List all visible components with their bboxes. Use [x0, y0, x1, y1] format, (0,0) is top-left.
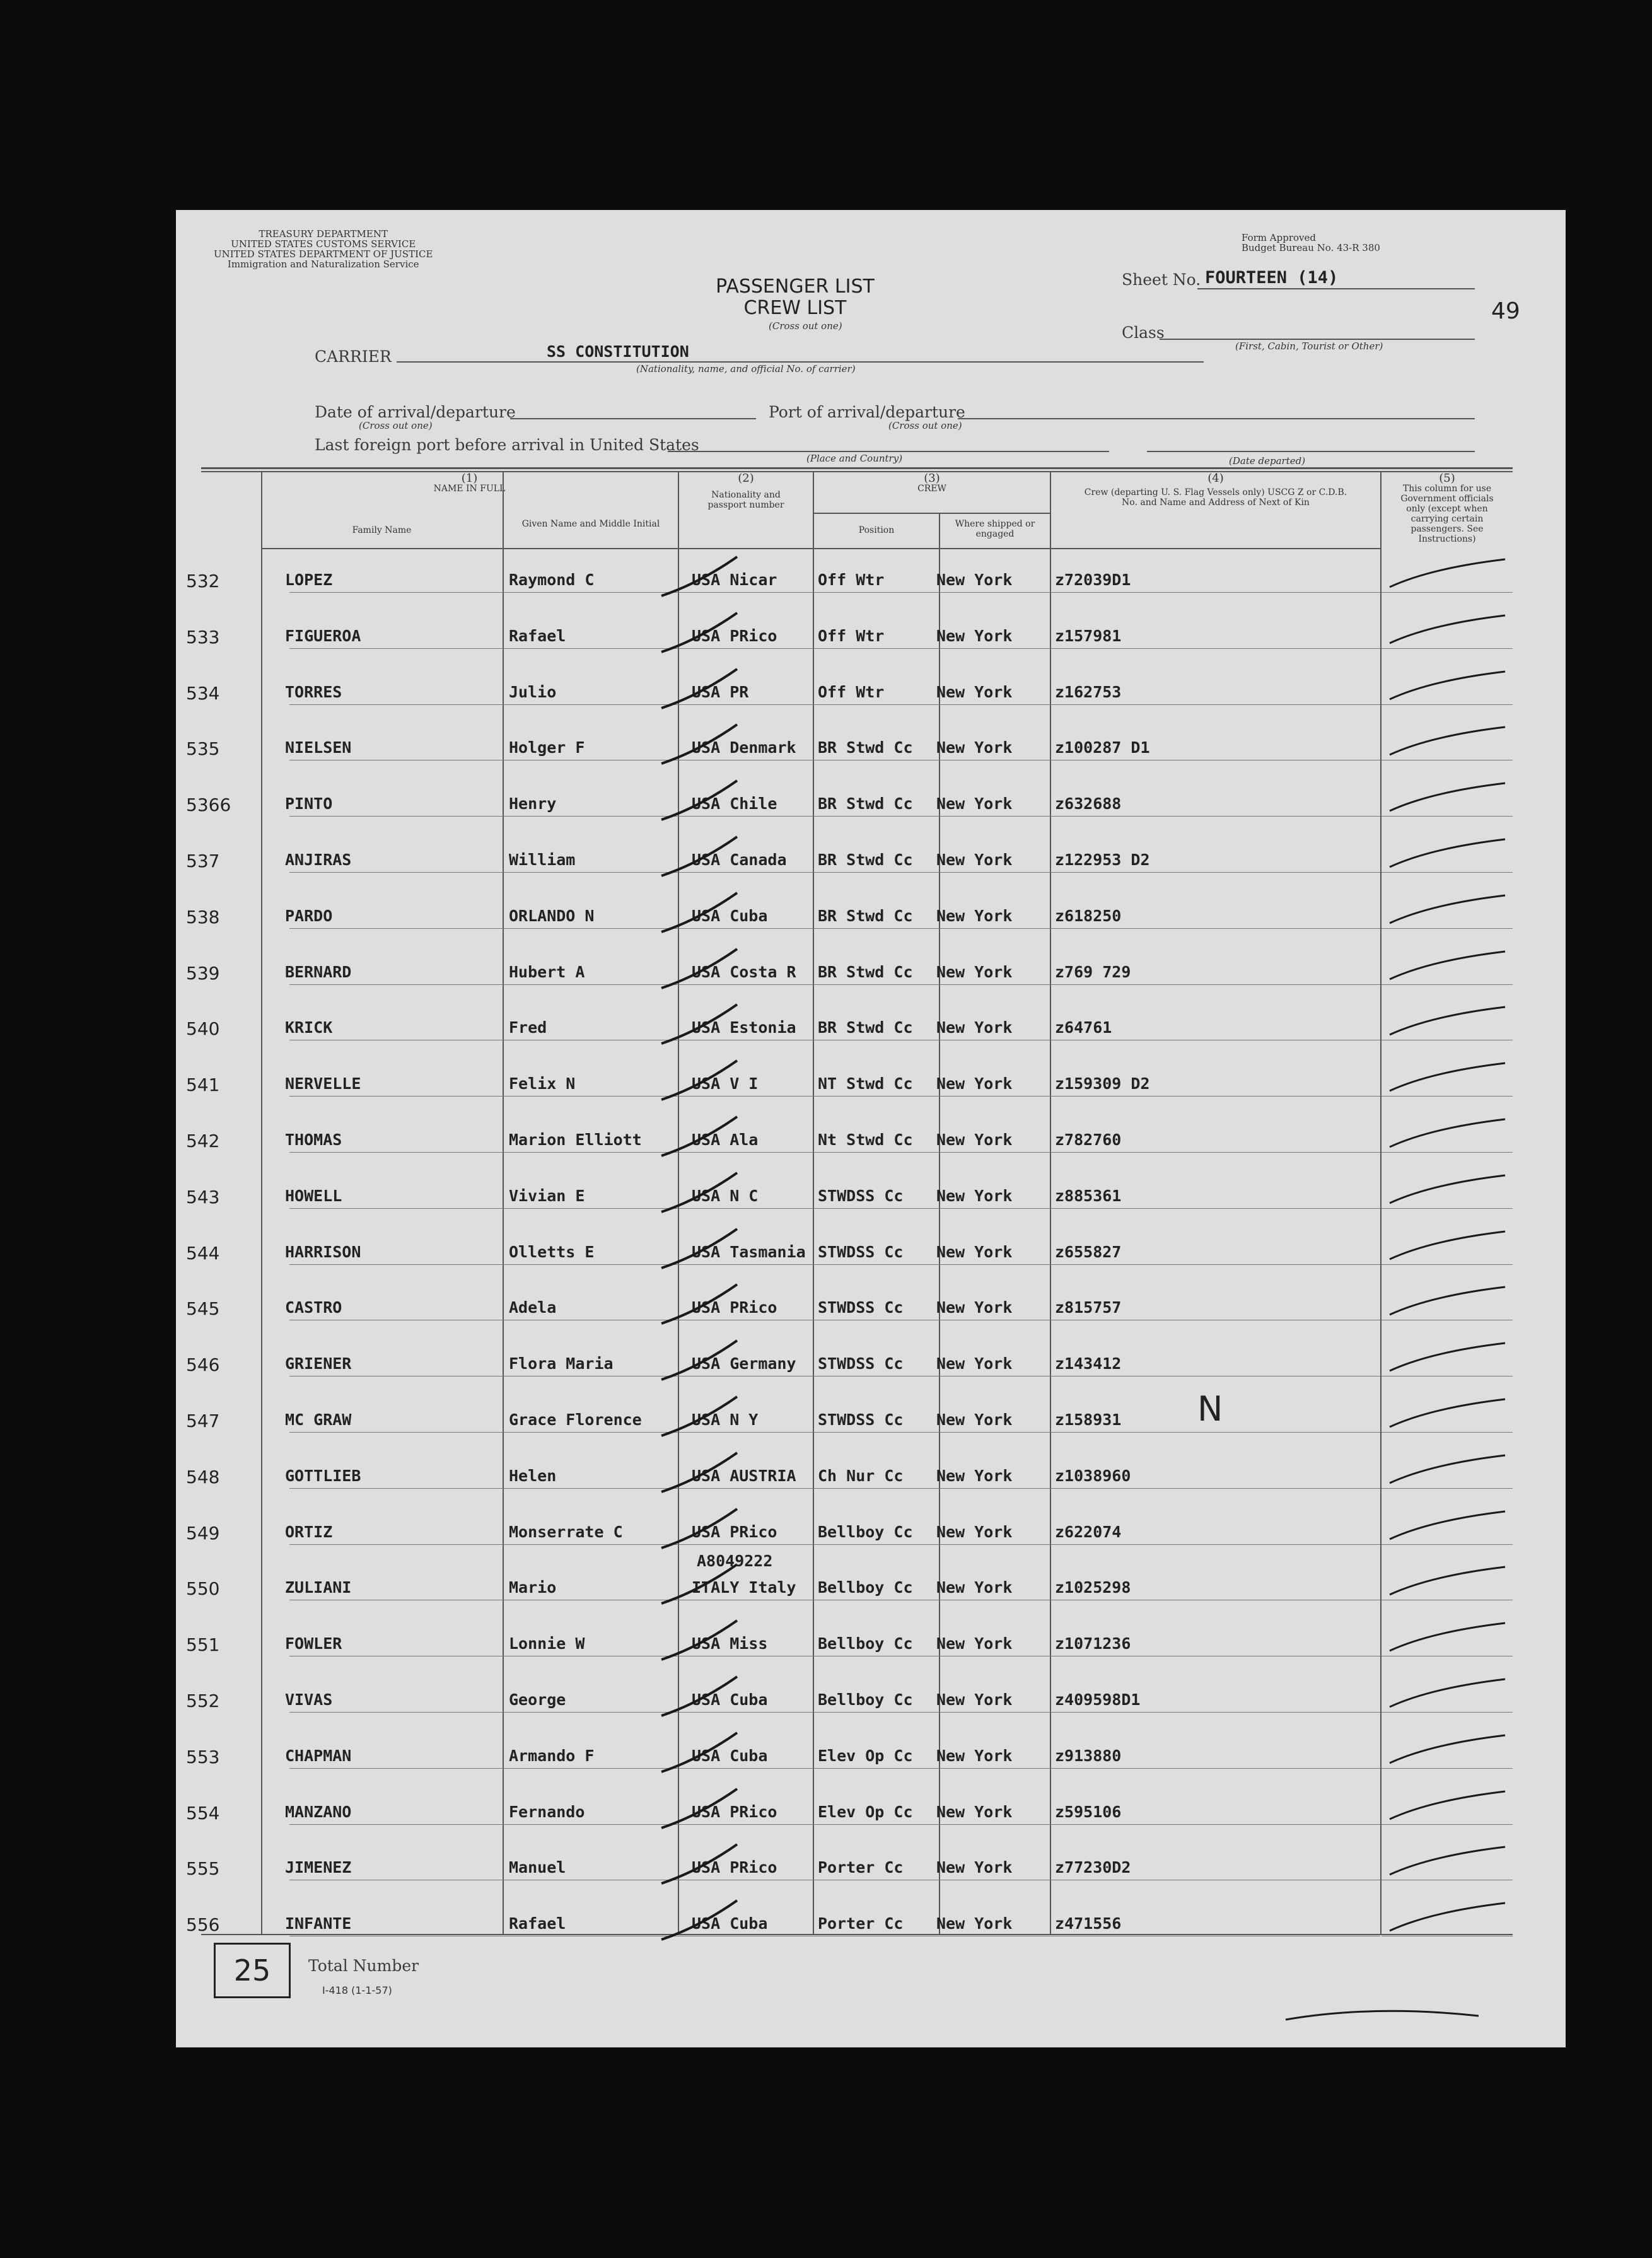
col-title: Nationality and passport number: [707, 490, 784, 510]
cell-num: 546: [186, 1354, 220, 1375]
carrier-value: SS CONSTITUTION: [547, 342, 689, 361]
cell-where: New York: [936, 1298, 1013, 1317]
cell-nat: USA Germany: [692, 1354, 796, 1373]
strike-mark: [661, 1509, 737, 1548]
check-mark: [1390, 895, 1505, 923]
col-number: (4): [1207, 472, 1224, 485]
col-family-header: Family Name: [352, 525, 412, 535]
date-departed-hint: (Date departed): [1229, 455, 1306, 467]
cell-pos: STWDSS Cc: [818, 1187, 904, 1205]
dept-line: TREASURY DEPARTMENT: [259, 228, 388, 240]
cell-nat: USA Cuba: [692, 1691, 768, 1709]
cell-nat: USA V I: [692, 1074, 759, 1093]
cell-pos: Bellboy Cc: [818, 1578, 913, 1597]
date-label: Date of arrival/departure: [315, 403, 516, 421]
cell-num: 539: [186, 963, 220, 984]
cell-where: New York: [936, 1858, 1013, 1877]
cell-where: New York: [936, 1523, 1013, 1541]
cell-pos: STWDSS Cc: [818, 1354, 904, 1373]
cell-family: NERVELLE: [285, 1074, 361, 1093]
check-mark: [1390, 1343, 1505, 1371]
cell-pos: Bellboy Cc: [818, 1523, 913, 1541]
cell-given: Marion Elliott: [509, 1131, 642, 1149]
cell-given: Adela: [509, 1298, 557, 1317]
cell-z: z64761: [1055, 1018, 1112, 1037]
col-given-header: Given Name and Middle Initial: [521, 519, 660, 529]
cell-given: Henry: [509, 794, 557, 813]
check-mark: [1390, 952, 1505, 979]
cell-pos: Porter Cc: [818, 1914, 904, 1933]
strike-mark: [661, 1453, 737, 1492]
cell-z: z1071236: [1055, 1634, 1131, 1653]
cell-nat: USA Canada: [692, 851, 787, 869]
cell-num: 5366: [186, 794, 231, 815]
cell-nat: USA PRico: [692, 1523, 777, 1541]
cell-pos: BR Stwd Cc: [818, 1018, 913, 1037]
class-label: Class: [1122, 323, 1165, 342]
cell-num: 543: [186, 1187, 220, 1208]
cell-given: Fred: [509, 1018, 547, 1037]
cell-pos: Off Wtr: [818, 683, 885, 701]
cell-z: z622074: [1055, 1523, 1122, 1541]
cell-z: z1025298: [1055, 1578, 1131, 1597]
date-cross: (Cross out one): [359, 420, 433, 431]
strike-mark: [661, 613, 737, 652]
cell-where: New York: [936, 1074, 1013, 1093]
cell-given: ORLANDO N: [509, 907, 595, 925]
cell-family: GOTTLIEB: [285, 1467, 361, 1485]
strike-mark: [661, 1004, 737, 1044]
title-passenger-list: PASSENGER LIST: [716, 276, 875, 298]
cell-num: 537: [186, 851, 220, 871]
col-number: (2): [738, 472, 754, 485]
cell-z: z162753: [1055, 683, 1122, 701]
strike-mark: [661, 1284, 737, 1324]
check-mark: [1390, 1175, 1505, 1203]
cell-family: KRICK: [285, 1018, 333, 1037]
cell-pos: BR Stwd Cc: [818, 794, 913, 813]
cell-z: z632688: [1055, 794, 1122, 813]
cell-where: New York: [936, 1803, 1013, 1821]
cell-family: BERNARD: [285, 963, 352, 981]
cell-where: New York: [936, 963, 1013, 981]
col-number: (3): [924, 472, 940, 485]
cell-given: Holger F: [509, 738, 585, 757]
strike-mark: [661, 1397, 737, 1436]
col-title: This column for use Government officials only (except when carrying certain passengers. See Instructions): [1400, 484, 1494, 544]
cell-nat: USA PRico: [692, 627, 777, 645]
cell-pos: Off Wtr: [818, 571, 885, 589]
cell-family: VIVAS: [285, 1691, 333, 1709]
cell-pos: Off Wtr: [818, 627, 885, 645]
cell-z: z815757: [1055, 1298, 1122, 1317]
cell-family: CASTRO: [285, 1298, 342, 1317]
strike-mark: [661, 669, 737, 708]
check-mark: [1390, 1063, 1505, 1091]
cell-given: Rafael: [509, 1914, 566, 1933]
strike-mark: [661, 1061, 737, 1100]
form-number: I-418 (1-1-57): [322, 1984, 392, 1996]
check-mark: [1390, 615, 1505, 643]
cell-num: 551: [186, 1634, 220, 1655]
cell-given: Lonnie W: [509, 1634, 585, 1653]
cell-pos: Elev Op Cc: [818, 1747, 913, 1765]
check-mark: [1390, 1735, 1505, 1763]
cell-num: 548: [186, 1467, 220, 1487]
cell-where: New York: [936, 1467, 1013, 1485]
cell-num: 535: [186, 738, 220, 759]
cell-pos: BR Stwd Cc: [818, 851, 913, 869]
check-mark: [1390, 1119, 1505, 1147]
page-number: 49: [1491, 298, 1520, 324]
cell-where: New York: [936, 1131, 1013, 1149]
cell-z: z157981: [1055, 627, 1122, 645]
place-hint: (Place and Country): [806, 453, 903, 464]
title-crew-list: CREW LIST: [743, 297, 847, 319]
cell-nat: USA AUSTRIA: [692, 1467, 796, 1485]
carrier-label: CARRIER: [315, 347, 392, 366]
cell-nat: USA Tasmania: [692, 1243, 806, 1261]
cell-family: TORRES: [285, 683, 342, 701]
strike-mark: [661, 725, 737, 764]
cell-where: New York: [936, 1634, 1013, 1653]
cell-z: z100287 D1: [1055, 738, 1150, 757]
cell-pos: BR Stwd Cc: [818, 907, 913, 925]
cell-pos: Elev Op Cc: [818, 1803, 913, 1821]
cell-nat: USA Denmark: [692, 738, 796, 757]
cell-family: FOWLER: [285, 1634, 342, 1653]
cell-given: Helen: [509, 1467, 557, 1485]
cell-where: New York: [936, 1354, 1013, 1373]
cell-nat: USA N Y: [692, 1411, 759, 1429]
cell-nat: USA N C: [692, 1187, 759, 1205]
strike-mark: [661, 1117, 737, 1156]
cell-where: New York: [936, 1411, 1013, 1429]
check-mark: [1390, 1791, 1505, 1819]
cell-family: MC GRAW: [285, 1411, 352, 1429]
cell-where: New York: [936, 1578, 1013, 1597]
last-port-label: Last foreign port before arrival in United States: [315, 436, 699, 454]
check-mark: [1390, 1623, 1505, 1651]
cell-num: 554: [186, 1803, 220, 1824]
cell-z: z885361: [1055, 1187, 1122, 1205]
strike-mark: [661, 1341, 737, 1380]
cell-where: New York: [936, 1914, 1013, 1933]
cell-pos: Bellboy Cc: [818, 1691, 913, 1709]
cell-num: 550: [186, 1578, 220, 1599]
port-label: Port of arrival/departure: [769, 403, 965, 421]
cell-num: 553: [186, 1747, 220, 1767]
cell-where: New York: [936, 571, 1013, 589]
cell-z: z782760: [1055, 1131, 1122, 1149]
cell-num: 549: [186, 1523, 220, 1544]
margin-mark-n: N: [1197, 1389, 1223, 1429]
cell-family: PARDO: [285, 907, 333, 925]
cell-family: NIELSEN: [285, 738, 352, 757]
dept-line: UNITED STATES CUSTOMS SERVICE: [231, 238, 416, 250]
cell-num: 555: [186, 1858, 220, 1879]
cell-given: Olletts E: [509, 1243, 595, 1261]
col-position-header: Position: [858, 525, 895, 535]
cell-nat: ITALY Italy: [692, 1578, 796, 1597]
port-cross: (Cross out one): [888, 420, 962, 431]
cell-pos: Bellboy Cc: [818, 1634, 913, 1653]
cell-z: z913880: [1055, 1747, 1122, 1765]
cell-given: William: [509, 851, 576, 869]
strike-mark: [661, 949, 737, 988]
cell-z: z77230D2: [1055, 1858, 1131, 1877]
cell-where: New York: [936, 794, 1013, 813]
cell-z: z769 729: [1055, 963, 1131, 981]
cell-family: HARRISON: [285, 1243, 361, 1261]
cell-z: z143412: [1055, 1354, 1122, 1373]
cell-z: z595106: [1055, 1803, 1122, 1821]
cell-nat: USA Cuba: [692, 1914, 768, 1933]
cell-family: MANZANO: [285, 1803, 352, 1821]
cell-z: z655827: [1055, 1243, 1122, 1261]
cell-where: New York: [936, 1243, 1013, 1261]
check-mark: [1390, 727, 1505, 755]
check-mark: [1390, 1903, 1505, 1931]
cell-where: New York: [936, 907, 1013, 925]
check-mark: [1390, 1399, 1505, 1427]
cell-family: HOWELL: [285, 1187, 342, 1205]
cell-num: 556: [186, 1914, 220, 1935]
class-hint: (First, Cabin, Tourist or Other): [1235, 340, 1383, 352]
cell-given: Mario: [509, 1578, 557, 1597]
cell-nat: USA Cuba: [692, 907, 768, 925]
cell-where: New York: [936, 627, 1013, 645]
cell-pos: NT Stwd Cc: [818, 1074, 913, 1093]
cell-num: 540: [186, 1018, 220, 1039]
cell-where: New York: [936, 851, 1013, 869]
cell-z: z122953 D2: [1055, 851, 1150, 869]
title-cross-out: (Cross out one): [769, 320, 842, 332]
col-where-header: Where shipped or engaged: [955, 519, 1035, 539]
carrier-hint: (Nationality, name, and official No. of carrier): [636, 363, 856, 375]
cell-given: Vivian E: [509, 1187, 585, 1205]
strike-mark: [661, 1844, 737, 1883]
cell-family: ZULIANI: [285, 1578, 352, 1597]
cell-pos: Nt Stwd Cc: [818, 1131, 913, 1149]
cell-z: z72039D1: [1055, 571, 1131, 589]
cell-where: New York: [936, 738, 1013, 757]
cell-pos: Porter Cc: [818, 1858, 904, 1877]
cell-given: Raymond C: [509, 571, 595, 589]
strike-mark: [661, 893, 737, 932]
col-title: Crew (departing U. S. Flag Vessels only) USCG Z or C.D.B. No. and Name and Address of Next of Kin: [1084, 487, 1347, 508]
check-mark: [1390, 1679, 1505, 1707]
cell-nat: USA Estonia: [692, 1018, 796, 1037]
cell-z: z159309 D2: [1055, 1074, 1150, 1093]
cell-where: New York: [936, 683, 1013, 701]
cell-given: Flora Maria: [509, 1354, 614, 1373]
col-title: CREW: [917, 484, 946, 494]
cell-given: George: [509, 1691, 566, 1709]
cell-num: 532: [186, 571, 220, 591]
check-mark: [1390, 1287, 1505, 1315]
cell-family: INFANTE: [285, 1914, 352, 1933]
cell-given: Julio: [509, 683, 557, 701]
cell-given: Fernando: [509, 1803, 585, 1821]
cell-nat: USA Cuba: [692, 1747, 768, 1765]
check-mark: [1390, 783, 1505, 811]
cell-num: 545: [186, 1298, 220, 1319]
cell-given: Grace Florence: [509, 1411, 642, 1429]
check-mark: [1390, 1511, 1505, 1539]
cell-given: Felix N: [509, 1074, 576, 1093]
check-mark: [1390, 1847, 1505, 1875]
strike-mark: [661, 557, 737, 596]
total-label: Total Number: [308, 1957, 419, 1975]
check-mark: [1390, 839, 1505, 867]
cell-family: ANJIRAS: [285, 851, 352, 869]
check-mark: [1390, 1231, 1505, 1259]
cell-family: GRIENER: [285, 1354, 352, 1373]
form-approved-line: Budget Bureau No. 43-R 380: [1242, 242, 1380, 253]
col-number: (1): [461, 472, 478, 485]
cell-num: 534: [186, 683, 220, 704]
cell-where: New York: [936, 1747, 1013, 1765]
strike-mark: [661, 1677, 737, 1716]
cell-nat: USA Chile: [692, 794, 777, 813]
sheet-label: Sheet No.: [1122, 271, 1201, 289]
strike-mark: [661, 1900, 737, 1940]
cell-z: z158931: [1055, 1411, 1122, 1429]
cell-nat: USA PRico: [692, 1858, 777, 1877]
cell-num: 541: [186, 1074, 220, 1095]
cell-family: FIGUEROA: [285, 627, 361, 645]
cell-nat: USA Costa R: [692, 963, 796, 981]
cell-num: 542: [186, 1131, 220, 1151]
cell-z: z471556: [1055, 1914, 1122, 1933]
cell-num: 552: [186, 1691, 220, 1711]
cell-passport: A8049222: [697, 1552, 773, 1570]
cell-nat: USA PRico: [692, 1803, 777, 1821]
strike-mark: [661, 781, 737, 820]
strike-mark: [661, 837, 737, 876]
cell-family: THOMAS: [285, 1131, 342, 1149]
cell-nat: USA Ala: [692, 1131, 759, 1149]
cell-z: z1038960: [1055, 1467, 1131, 1485]
check-mark: [1390, 1455, 1505, 1483]
cell-family: LOPEZ: [285, 571, 333, 589]
cell-num: 547: [186, 1411, 220, 1431]
cell-given: Manuel: [509, 1858, 566, 1877]
col-number: (5): [1439, 472, 1455, 485]
cell-given: Rafael: [509, 627, 566, 645]
strike-mark: [661, 1621, 737, 1660]
sheet-value: FOURTEEN (14): [1205, 268, 1339, 288]
check-mark: [1390, 559, 1505, 587]
cell-z: z409598D1: [1055, 1691, 1141, 1709]
form-approved-line: Form Approved: [1242, 232, 1316, 243]
cell-family: JIMENEZ: [285, 1858, 352, 1877]
handwritten-marks: [176, 210, 1566, 2047]
cell-pos: BR Stwd Cc: [818, 738, 913, 757]
dept-line: Immigration and Naturalization Service: [227, 259, 419, 270]
cell-family: PINTO: [285, 794, 333, 813]
cell-num: 533: [186, 627, 220, 648]
cell-family: CHAPMAN: [285, 1747, 352, 1765]
strike-mark: [661, 1733, 737, 1772]
cell-nat: USA PR: [692, 683, 749, 701]
cell-pos: STWDSS Cc: [818, 1243, 904, 1261]
cell-pos: STWDSS Cc: [818, 1298, 904, 1317]
cell-num: 544: [186, 1243, 220, 1264]
check-mark: [1390, 1007, 1505, 1035]
cell-family: ORTIZ: [285, 1523, 333, 1541]
cell-pos: BR Stwd Cc: [818, 963, 913, 981]
strike-mark: [661, 1564, 737, 1603]
cell-given: Armando F: [509, 1747, 595, 1765]
signature-stroke: [1286, 2011, 1479, 2020]
cell-z: z618250: [1055, 907, 1122, 925]
cell-num: 538: [186, 907, 220, 928]
cell-nat: USA PRico: [692, 1298, 777, 1317]
cell-pos: Ch Nur Cc: [818, 1467, 904, 1485]
cell-given: Hubert A: [509, 963, 585, 981]
cell-pos: STWDSS Cc: [818, 1411, 904, 1429]
cell-where: New York: [936, 1691, 1013, 1709]
cell-where: New York: [936, 1018, 1013, 1037]
dept-line: UNITED STATES DEPARTMENT OF JUSTICE: [214, 248, 433, 260]
cell-nat: USA Nicar: [692, 571, 777, 589]
cell-where: New York: [936, 1187, 1013, 1205]
strike-mark: [661, 1229, 737, 1268]
cell-given: Monserrate C: [509, 1523, 623, 1541]
strike-mark: [661, 1789, 737, 1828]
strike-mark: [661, 1173, 737, 1212]
total-value: 25: [233, 1953, 271, 1987]
crew-list-document: [176, 210, 1566, 2047]
col-title: NAME IN FULL: [433, 484, 506, 494]
check-mark: [1390, 672, 1505, 699]
check-mark: [1390, 1567, 1505, 1595]
cell-nat: USA Miss: [692, 1634, 768, 1653]
